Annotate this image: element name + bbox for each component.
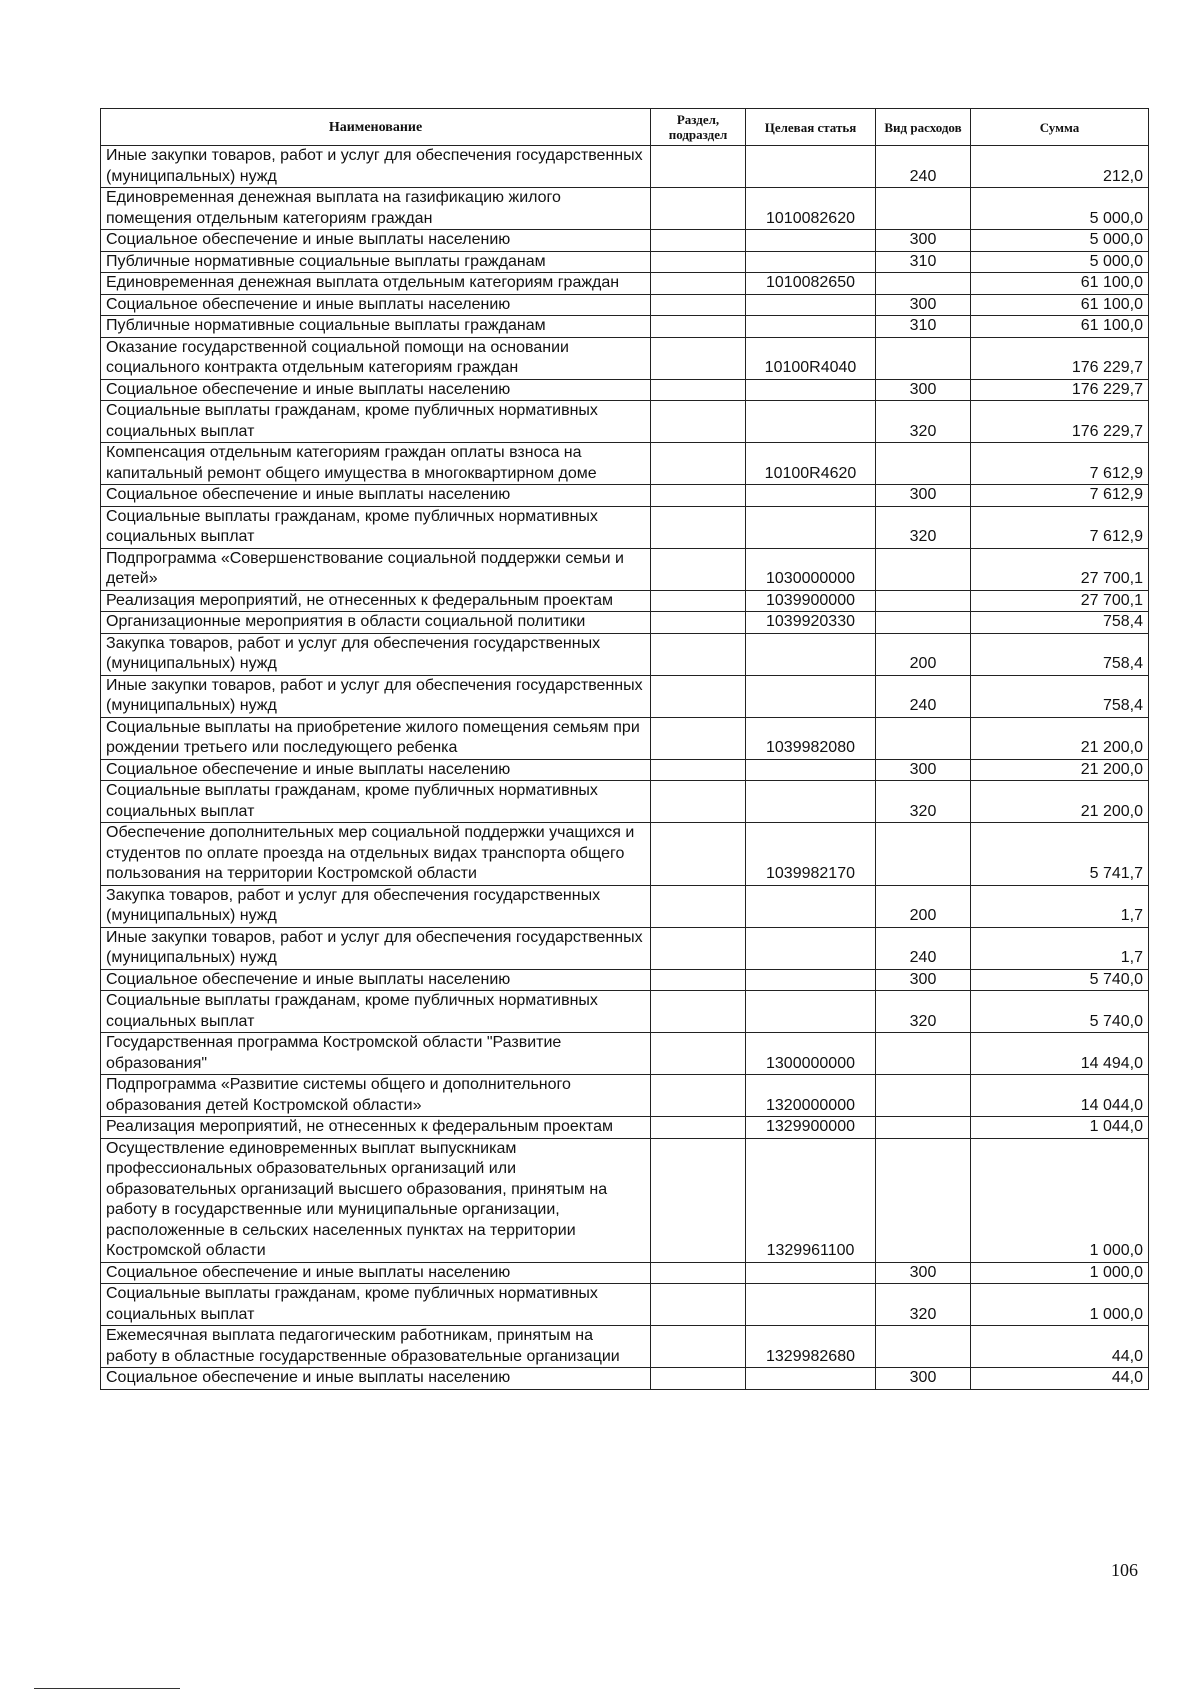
- cell-name: Подпрограмма «Развитие системы общего и дополнительного образования детей Костромской области»: [101, 1075, 651, 1117]
- cell-target: 1329900000: [746, 1117, 876, 1139]
- cell-name: Социальное обеспечение и иные выплаты населению: [101, 1262, 651, 1284]
- cell-sum: 758,4: [971, 633, 1149, 675]
- cell-kind: 300: [876, 379, 971, 401]
- table-row: [101, 1368, 1149, 1390]
- cell-section: [651, 443, 746, 485]
- table-row: [101, 443, 1149, 485]
- table-row: [101, 401, 1149, 443]
- cell-sum: 1,7: [971, 927, 1149, 969]
- cell-name: Реализация мероприятий, не отнесенных к федеральным проектам: [101, 590, 651, 612]
- cell-sum: 758,4: [971, 612, 1149, 634]
- cell-kind: [876, 590, 971, 612]
- cell-sum: 7 612,9: [971, 485, 1149, 507]
- cell-sum: 44,0: [971, 1326, 1149, 1368]
- cell-name: Социальное обеспечение и иные выплаты населению: [101, 485, 651, 507]
- cell-section: [651, 1326, 746, 1368]
- cell-name: Публичные нормативные социальные выплаты гражданам: [101, 316, 651, 338]
- table-row: [101, 675, 1149, 717]
- cell-section: [651, 1284, 746, 1326]
- table-row: [101, 927, 1149, 969]
- cell-target: 10100R4620: [746, 443, 876, 485]
- cell-name: Социальные выплаты гражданам, кроме публичных нормативных социальных выплат: [101, 1284, 651, 1326]
- table-body: [101, 146, 1149, 1390]
- cell-target: [746, 379, 876, 401]
- cell-section: [651, 823, 746, 886]
- cell-sum: 14 044,0: [971, 1075, 1149, 1117]
- cell-section: [651, 1262, 746, 1284]
- table-row: [101, 1326, 1149, 1368]
- cell-target: [746, 1284, 876, 1326]
- header-kind: Вид расходов: [876, 109, 971, 146]
- table-row: [101, 294, 1149, 316]
- cell-kind: [876, 823, 971, 886]
- table-row: [101, 781, 1149, 823]
- cell-target: [746, 485, 876, 507]
- table-row: [101, 885, 1149, 927]
- cell-name: Компенсация отдельным категориям граждан оплаты взноса на капитальный ремонт общего имущества в многоквартирном доме: [101, 443, 651, 485]
- footnote-separator: [34, 1688, 180, 1689]
- cell-kind: [876, 188, 971, 230]
- cell-kind: 300: [876, 230, 971, 252]
- cell-name: Иные закупки товаров, работ и услуг для обеспечения государственных (муниципальных) нужд: [101, 675, 651, 717]
- cell-section: [651, 1117, 746, 1139]
- cell-section: [651, 188, 746, 230]
- cell-section: [651, 548, 746, 590]
- cell-kind: [876, 1138, 971, 1262]
- cell-sum: 212,0: [971, 146, 1149, 188]
- table-row: [101, 337, 1149, 379]
- cell-target: [746, 969, 876, 991]
- cell-name: Организационные мероприятия в области социальной политики: [101, 612, 651, 634]
- header-section: Раздел, подраздел: [651, 109, 746, 146]
- cell-section: [651, 633, 746, 675]
- cell-kind: [876, 1075, 971, 1117]
- table-row: [101, 1284, 1149, 1326]
- cell-sum: 14 494,0: [971, 1033, 1149, 1075]
- budget-table: [100, 108, 1149, 1390]
- cell-kind: [876, 1326, 971, 1368]
- table-row: [101, 506, 1149, 548]
- cell-sum: 61 100,0: [971, 316, 1149, 338]
- cell-name: Социальные выплаты гражданам, кроме публичных нормативных социальных выплат: [101, 506, 651, 548]
- cell-section: [651, 759, 746, 781]
- cell-target: [746, 885, 876, 927]
- table-row: [101, 316, 1149, 338]
- cell-sum: 176 229,7: [971, 401, 1149, 443]
- cell-target: [746, 230, 876, 252]
- cell-sum: 1,7: [971, 885, 1149, 927]
- table-row: [101, 485, 1149, 507]
- cell-name: Реализация мероприятий, не отнесенных к федеральным проектам: [101, 1117, 651, 1139]
- cell-sum: 61 100,0: [971, 294, 1149, 316]
- cell-kind: [876, 717, 971, 759]
- cell-section: [651, 316, 746, 338]
- cell-section: [651, 927, 746, 969]
- cell-name: Ежемесячная выплата педагогическим работникам, принятым на работу в областные государственные образовательные организации: [101, 1326, 651, 1368]
- cell-sum: 5 740,0: [971, 991, 1149, 1033]
- cell-sum: 1 000,0: [971, 1138, 1149, 1262]
- cell-section: [651, 485, 746, 507]
- cell-section: [651, 337, 746, 379]
- cell-section: [651, 146, 746, 188]
- cell-target: [746, 1262, 876, 1284]
- cell-section: [651, 401, 746, 443]
- cell-target: [746, 506, 876, 548]
- cell-kind: 300: [876, 1368, 971, 1390]
- table-row: [101, 991, 1149, 1033]
- table-row: [101, 379, 1149, 401]
- cell-section: [651, 969, 746, 991]
- cell-section: [651, 379, 746, 401]
- cell-kind: [876, 548, 971, 590]
- cell-sum: 1 000,0: [971, 1262, 1149, 1284]
- cell-sum: 176 229,7: [971, 379, 1149, 401]
- cell-sum: 7 612,9: [971, 443, 1149, 485]
- cell-name: Социальные выплаты гражданам, кроме публичных нормативных социальных выплат: [101, 781, 651, 823]
- cell-kind: 300: [876, 294, 971, 316]
- cell-name: Социальное обеспечение и иные выплаты населению: [101, 294, 651, 316]
- cell-target: [746, 675, 876, 717]
- cell-section: [651, 230, 746, 252]
- cell-kind: 310: [876, 251, 971, 273]
- cell-section: [651, 781, 746, 823]
- cell-section: [651, 1033, 746, 1075]
- table-row: [101, 548, 1149, 590]
- cell-name: Осуществление единовременных выплат выпускникам профессиональных образовательных организаций или образовательных организаций высшего образования, принятым на работу в государственные или муниципальные организации, расположенные в сельских населенных пунктах на территории Костромской области: [101, 1138, 651, 1262]
- cell-name: Единовременная денежная выплата отдельным категориям граждан: [101, 273, 651, 295]
- cell-kind: 240: [876, 675, 971, 717]
- table-row: [101, 1117, 1149, 1139]
- cell-section: [651, 991, 746, 1033]
- cell-name: Публичные нормативные социальные выплаты гражданам: [101, 251, 651, 273]
- table-row: [101, 1075, 1149, 1117]
- cell-name: Социальное обеспечение и иные выплаты населению: [101, 759, 651, 781]
- cell-target: 10100R4040: [746, 337, 876, 379]
- cell-target: [746, 251, 876, 273]
- cell-name: Социальное обеспечение и иные выплаты населению: [101, 969, 651, 991]
- cell-kind: 300: [876, 485, 971, 507]
- cell-target: 1039920330: [746, 612, 876, 634]
- cell-kind: 200: [876, 633, 971, 675]
- cell-section: [651, 590, 746, 612]
- cell-target: [746, 991, 876, 1033]
- table-row: [101, 146, 1149, 188]
- cell-name: Иные закупки товаров, работ и услуг для обеспечения государственных (муниципальных) нужд: [101, 927, 651, 969]
- cell-sum: 7 612,9: [971, 506, 1149, 548]
- cell-sum: 5 000,0: [971, 188, 1149, 230]
- cell-target: 1039982170: [746, 823, 876, 886]
- cell-sum: 21 200,0: [971, 781, 1149, 823]
- cell-sum: 44,0: [971, 1368, 1149, 1390]
- cell-name: Обеспечение дополнительных мер социальной поддержки учащихся и студентов по оплате проезда на отдельных видах транспорта общего пользования на территории Костромской области: [101, 823, 651, 886]
- cell-target: [746, 759, 876, 781]
- cell-name: Закупка товаров, работ и услуг для обеспечения государственных (муниципальных) нужд: [101, 885, 651, 927]
- cell-name: Иные закупки товаров, работ и услуг для обеспечения государственных (муниципальных) нужд: [101, 146, 651, 188]
- cell-name: Социальные выплаты на приобретение жилого помещения семьям при рождении третьего или последующего ребенка: [101, 717, 651, 759]
- cell-sum: 758,4: [971, 675, 1149, 717]
- cell-kind: 310: [876, 316, 971, 338]
- cell-sum: 5 741,7: [971, 823, 1149, 886]
- cell-sum: 21 200,0: [971, 759, 1149, 781]
- cell-section: [651, 1368, 746, 1390]
- cell-sum: 5 000,0: [971, 230, 1149, 252]
- cell-target: 1300000000: [746, 1033, 876, 1075]
- header-sum: Сумма: [971, 109, 1149, 146]
- table-row: [101, 1262, 1149, 1284]
- table-row: [101, 1138, 1149, 1262]
- cell-kind: 320: [876, 781, 971, 823]
- cell-name: Социальные выплаты гражданам, кроме публичных нормативных социальных выплат: [101, 401, 651, 443]
- table-row: [101, 251, 1149, 273]
- cell-sum: 1 000,0: [971, 1284, 1149, 1326]
- cell-target: [746, 316, 876, 338]
- cell-target: 1010082650: [746, 273, 876, 295]
- cell-target: 1329961100: [746, 1138, 876, 1262]
- cell-name: Закупка товаров, работ и услуг для обеспечения государственных (муниципальных) нужд: [101, 633, 651, 675]
- cell-kind: 320: [876, 1284, 971, 1326]
- cell-kind: 240: [876, 146, 971, 188]
- cell-kind: 200: [876, 885, 971, 927]
- cell-sum: 5 000,0: [971, 251, 1149, 273]
- cell-target: [746, 781, 876, 823]
- table-row: [101, 969, 1149, 991]
- cell-section: [651, 885, 746, 927]
- cell-name: Государственная программа Костромской области "Развитие образования": [101, 1033, 651, 1075]
- table-row: [101, 717, 1149, 759]
- cell-section: [651, 717, 746, 759]
- table-row: [101, 188, 1149, 230]
- cell-name: Подпрограмма «Совершенствование социальной поддержки семьи и детей»: [101, 548, 651, 590]
- cell-name: Социальные выплаты гражданам, кроме публичных нормативных социальных выплат: [101, 991, 651, 1033]
- table-row: [101, 230, 1149, 252]
- cell-section: [651, 273, 746, 295]
- cell-section: [651, 251, 746, 273]
- cell-name: Единовременная денежная выплата на газификацию жилого помещения отдельным категориям граждан: [101, 188, 651, 230]
- table-row: [101, 1033, 1149, 1075]
- cell-kind: 300: [876, 759, 971, 781]
- cell-target: [746, 401, 876, 443]
- cell-target: 1320000000: [746, 1075, 876, 1117]
- table-row: [101, 612, 1149, 634]
- cell-kind: 300: [876, 1262, 971, 1284]
- table-row: [101, 823, 1149, 886]
- cell-kind: 300: [876, 969, 971, 991]
- cell-target: 1010082620: [746, 188, 876, 230]
- table-header-row: [101, 109, 1149, 146]
- cell-name: Социальное обеспечение и иные выплаты населению: [101, 1368, 651, 1390]
- cell-target: [746, 294, 876, 316]
- cell-section: [651, 294, 746, 316]
- cell-kind: [876, 1033, 971, 1075]
- table-row: [101, 759, 1149, 781]
- cell-target: [746, 633, 876, 675]
- cell-kind: [876, 337, 971, 379]
- cell-kind: 320: [876, 401, 971, 443]
- cell-target: 1030000000: [746, 548, 876, 590]
- table-row: [101, 633, 1149, 675]
- cell-sum: 21 200,0: [971, 717, 1149, 759]
- cell-target: [746, 927, 876, 969]
- cell-target: [746, 1368, 876, 1390]
- cell-name: Оказание государственной социальной помощи на основании социального контракта отдельным категориям граждан: [101, 337, 651, 379]
- cell-kind: [876, 1117, 971, 1139]
- cell-target: 1039982080: [746, 717, 876, 759]
- cell-sum: 176 229,7: [971, 337, 1149, 379]
- cell-name: Социальное обеспечение и иные выплаты населению: [101, 230, 651, 252]
- cell-sum: 27 700,1: [971, 590, 1149, 612]
- table-row: [101, 590, 1149, 612]
- cell-kind: [876, 612, 971, 634]
- header-name: Наименование: [101, 109, 651, 146]
- cell-section: [651, 1075, 746, 1117]
- cell-name: Социальное обеспечение и иные выплаты населению: [101, 379, 651, 401]
- cell-target: [746, 146, 876, 188]
- cell-sum: 5 740,0: [971, 969, 1149, 991]
- cell-sum: 61 100,0: [971, 273, 1149, 295]
- cell-section: [651, 675, 746, 717]
- cell-sum: 1 044,0: [971, 1117, 1149, 1139]
- page-number: 106: [1111, 1560, 1138, 1580]
- cell-kind: [876, 443, 971, 485]
- cell-kind: 320: [876, 506, 971, 548]
- cell-kind: 240: [876, 927, 971, 969]
- cell-section: [651, 1138, 746, 1262]
- cell-kind: 320: [876, 991, 971, 1033]
- table-row: [101, 273, 1149, 295]
- cell-target: 1039900000: [746, 590, 876, 612]
- cell-target: 1329982680: [746, 1326, 876, 1368]
- cell-section: [651, 506, 746, 548]
- header-target: Целевая статья: [746, 109, 876, 146]
- cell-kind: [876, 273, 971, 295]
- cell-sum: 27 700,1: [971, 548, 1149, 590]
- cell-section: [651, 612, 746, 634]
